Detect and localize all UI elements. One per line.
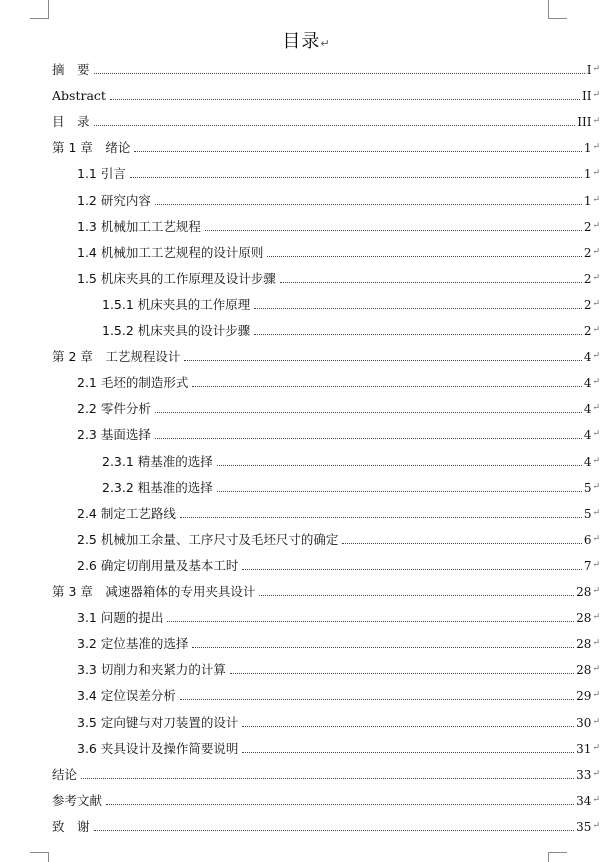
toc-entry-label: 3.5 定向键与对刀装置的设计	[77, 714, 239, 730]
toc-entry-label: 2.2 零件分析	[77, 401, 151, 417]
toc-entry-page-number: 2	[583, 297, 592, 312]
return-mark-icon: ↵	[592, 638, 600, 649]
toc-leader-dots	[94, 830, 575, 831]
return-mark-icon: ↵	[592, 768, 600, 779]
toc-entry-page-number: 1	[583, 167, 592, 182]
toc-entry-label: 结论	[52, 766, 78, 782]
toc-entry-page-number: 31	[576, 741, 592, 756]
toc-leader-dots	[180, 517, 582, 518]
return-mark-icon: ↵	[592, 142, 600, 153]
toc-entry-page-number: 2	[583, 219, 592, 234]
toc-leader-dots	[155, 412, 582, 413]
return-mark-icon: ↵	[592, 742, 600, 753]
toc-entry-label: 第 1 章 绪论	[52, 140, 131, 156]
toc-entry[interactable]	[52, 58, 600, 78]
toc-entry-page-number: 4	[583, 402, 592, 417]
toc-entry-label: 2.1 毛坯的制造形式	[77, 375, 189, 391]
return-mark-icon: ↵	[592, 272, 600, 283]
toc-entry-label: 2.6 确定切削用量及基本工时	[77, 557, 239, 573]
toc-leader-dots	[192, 386, 581, 387]
toc-entry-page-number: 28	[576, 611, 592, 626]
return-mark-icon: ↵	[320, 37, 331, 50]
toc-entry-label: 参考文献	[52, 792, 103, 808]
toc-leader-dots	[167, 621, 574, 622]
toc-leader-dots	[94, 125, 576, 126]
toc-entry-page-number: 1	[583, 193, 592, 208]
page-title-text: 目录	[282, 31, 321, 52]
toc-entry[interactable]	[52, 345, 600, 365]
toc-leader-dots	[342, 543, 581, 544]
return-mark-icon: ↵	[592, 403, 600, 414]
toc-entry-page-number: 30	[576, 715, 592, 730]
toc-entry[interactable]	[77, 267, 600, 287]
toc-leader-dots	[242, 726, 574, 727]
toc-entry-label: 1.1 引言	[77, 166, 126, 182]
return-mark-icon: ↵	[592, 820, 600, 831]
toc-entry-page-number: 2	[583, 324, 592, 338]
toc-leader-dots	[134, 151, 581, 152]
toc-entry[interactable]	[77, 189, 600, 209]
toc-entry-label: 1.4 机械加工工艺规程的设计原则	[77, 244, 264, 260]
return-mark-icon: ↵	[592, 220, 600, 231]
toc-entry[interactable]	[77, 658, 600, 678]
toc-entry-page-number: 5	[583, 480, 592, 495]
toc-entry[interactable]	[77, 423, 600, 443]
return-mark-icon: ↵	[592, 116, 600, 127]
toc-entry-page-number: 5	[583, 506, 592, 521]
toc-entry-page-number: 34	[576, 793, 592, 808]
toc-leader-dots	[81, 778, 574, 779]
toc-leader-dots	[184, 360, 581, 361]
toc-entry[interactable]	[77, 528, 600, 548]
toc-leader-dots	[192, 647, 574, 648]
toc-entry-label: 3.4 定位误差分析	[77, 688, 176, 704]
return-mark-icon: ↵	[592, 664, 600, 675]
return-mark-icon: ↵	[592, 64, 600, 74]
toc-entry-page-number: 28	[576, 663, 592, 678]
toc-entry[interactable]	[77, 215, 600, 235]
toc-leader-dots	[106, 804, 574, 805]
toc-entry-label: 3.6 夹具设计及操作简要说明	[77, 740, 239, 756]
return-mark-icon: ↵	[592, 90, 600, 101]
toc-entry-label: 2.3 基面选择	[77, 427, 151, 443]
toc-entry[interactable]	[77, 606, 600, 626]
toc-entry-page-number: I	[586, 63, 592, 77]
toc-entry[interactable]	[77, 737, 600, 757]
toc-entry[interactable]	[77, 162, 600, 182]
crop-mark-top-left	[30, 0, 49, 19]
toc-entry[interactable]	[102, 293, 600, 313]
return-mark-icon: ↵	[592, 559, 600, 570]
toc-entry[interactable]	[52, 136, 600, 156]
toc-entry-page-number: II	[581, 89, 592, 104]
toc-entry-page-number: III	[577, 115, 592, 130]
return-mark-icon: ↵	[592, 507, 600, 518]
toc-entry-label: 2.4 制定工艺路线	[77, 505, 176, 521]
toc-entry[interactable]	[77, 371, 600, 391]
return-mark-icon: ↵	[592, 612, 600, 623]
toc-leader-dots	[259, 595, 574, 596]
toc-entry-label: 第 2 章 工艺规程设计	[52, 349, 181, 365]
return-mark-icon: ↵	[592, 325, 600, 335]
toc-entry-label: 摘 要	[52, 62, 90, 77]
return-mark-icon: ↵	[592, 794, 600, 805]
toc-entry-page-number: 4	[583, 428, 592, 443]
toc-entry-page-number: 4	[583, 376, 592, 391]
toc-entry-label: 1.5.1 机床夹具的工作原理	[102, 296, 251, 312]
toc-leader-dots	[242, 752, 574, 753]
toc-leader-dots	[267, 256, 581, 257]
toc-entry-label: 3.3 切削力和夹紧力的计算	[77, 662, 226, 678]
toc-entry-page-number: 33	[576, 767, 592, 782]
toc-entry-page-number: 28	[576, 585, 592, 599]
toc-leader-dots	[180, 699, 574, 700]
return-mark-icon: ↵	[592, 351, 600, 362]
page-title	[0, 27, 613, 53]
toc-entry-label: 3.2 定位基准的选择	[77, 636, 189, 652]
toc-entry-label: 2.3.2 粗基准的选择	[102, 479, 213, 495]
toc-leader-dots	[280, 282, 582, 283]
toc-entry[interactable]	[102, 319, 600, 339]
toc-entry-page-number: 29	[576, 689, 592, 704]
toc-entry-label: 目 录	[52, 114, 90, 130]
toc-leader-dots	[217, 491, 582, 492]
toc-entry[interactable]	[52, 763, 600, 783]
toc-leader-dots	[217, 465, 582, 466]
return-mark-icon: ↵	[592, 168, 600, 179]
toc-leader-dots	[254, 334, 582, 335]
toc-entry-page-number: 28	[576, 637, 592, 652]
crop-mark-top-right	[548, 0, 567, 19]
return-mark-icon: ↵	[592, 586, 600, 596]
return-mark-icon: ↵	[592, 377, 600, 388]
toc-entry[interactable]	[52, 580, 600, 600]
toc-entry-page-number: 7	[583, 558, 592, 573]
toc-leader-dots	[242, 569, 581, 570]
toc-entry-page-number: 4	[583, 350, 592, 365]
toc-entry-page-number: 35	[576, 819, 592, 834]
return-mark-icon: ↵	[592, 429, 600, 440]
toc-entry-label: 2.3.1 精基准的选择	[102, 453, 213, 469]
return-mark-icon: ↵	[592, 481, 600, 492]
toc-leader-dots	[230, 673, 574, 674]
toc-entry-label: Abstract	[52, 88, 106, 104]
return-mark-icon: ↵	[592, 533, 600, 544]
toc-entry[interactable]	[77, 502, 600, 522]
toc-entry[interactable]	[77, 241, 600, 261]
toc-entry-page-number: 2	[583, 271, 592, 286]
toc-entry-label: 3.1 问题的提出	[77, 610, 164, 626]
toc-entry-page-number: 4	[583, 454, 592, 469]
toc-entry[interactable]	[52, 110, 600, 130]
return-mark-icon: ↵	[592, 690, 600, 701]
toc-entry[interactable]	[77, 632, 600, 652]
toc-leader-dots	[130, 177, 582, 178]
toc-entry[interactable]	[102, 476, 600, 496]
return-mark-icon: ↵	[592, 194, 600, 205]
toc-entry[interactable]	[77, 711, 600, 731]
toc-entry-label: 第 3 章 减速器箱体的专用夹具设计	[52, 584, 256, 599]
toc-entry-label: 1.5.2 机床夹具的设计步骤	[102, 323, 251, 338]
toc-entry-label: 2.5 机械加工余量、工序尺寸及毛坯尺寸的确定	[77, 531, 339, 547]
toc-entry-label: 致 谢	[52, 818, 90, 834]
toc-entry-page-number: 2	[583, 245, 592, 260]
toc-entry[interactable]	[77, 554, 600, 574]
toc-leader-dots	[205, 230, 582, 231]
toc-leader-dots	[155, 204, 582, 205]
toc-entry[interactable]	[77, 397, 600, 417]
toc-leader-dots	[254, 308, 582, 309]
return-mark-icon: ↵	[592, 455, 600, 466]
toc-leader-dots	[110, 99, 580, 100]
toc-entry[interactable]	[77, 684, 600, 704]
toc-entry-label: 1.5 机床夹具的工作原理及设计步骤	[77, 270, 276, 286]
return-mark-icon: ↵	[592, 298, 600, 309]
toc-leader-dots	[155, 438, 582, 439]
toc-entry-page-number: 1	[583, 141, 592, 156]
toc-entry[interactable]	[52, 84, 600, 104]
toc-entry[interactable]	[52, 815, 600, 835]
toc-entry[interactable]	[52, 789, 600, 809]
toc-entry-label: 1.3 机械加工工艺规程	[77, 218, 201, 234]
return-mark-icon: ↵	[592, 716, 600, 727]
toc-entry-page-number: 6	[583, 532, 592, 547]
toc-leader-dots	[94, 73, 585, 74]
toc-entry[interactable]	[102, 450, 600, 470]
toc-entry-label: 1.2 研究内容	[77, 192, 151, 208]
return-mark-icon: ↵	[592, 246, 600, 257]
